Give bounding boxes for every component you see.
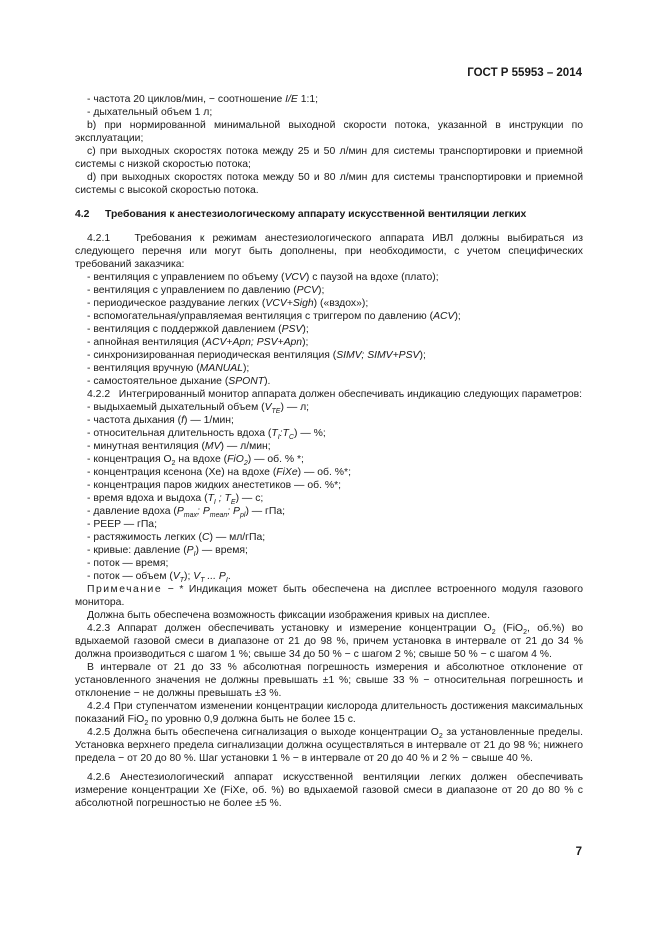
list-item: - концентрация $О_2$ на вдохе (FiO$_2$) — об. % *; <box>87 454 304 468</box>
note-label: Примечание <box>87 584 163 595</box>
list-item: - PEEP — гПа; <box>87 519 157 530</box>
paragraph-4-2-3: 4.2.3 Аппарат должен обеспечивать установку и измерение концентрации $O_2$ (FiO$_2$, об.%) во вдыхаемой газовой смеси в диапазоне от 21 до 98 %, причем установка в интервале от 21 до 34 % должна производиться с шагом 1 %; свыше 34 до 50 % − с шагом 2 %; свыше 50 % − с шагом 4 %. <box>75 623 583 660</box>
note: Примечание − * Индикация может быть обеспечена на дисплее встроенного модуля газового монитора. <box>75 584 583 608</box>
paragraph-4-2-6: 4.2.6 Анестезиологический аппарат искусственной вентиляции легких должен обеспечивать измерение концентрации Хе (FiXe, об. %) во вдыхаемой газовой смеси в диапазоне от 20 до 80 % с абсолютной погрешностью не более ±5 %. <box>75 772 583 809</box>
list-item: - относительная длительность вдоха $(T_I:T_C)$ — %; <box>87 428 326 442</box>
list-item: - минутная вентиляция (MV) — л/мин; <box>87 441 271 452</box>
list-item: - поток — объем $(V_T)$; $V_T$ ... $P_I$. <box>87 571 231 585</box>
list-item: - синхронизированная периодическая вентиляция (SIMV; SIMV+PSV); <box>87 350 426 361</box>
list-item: - частота 20 циклов/мин, − соотношение I/E 1:1; <box>87 94 319 105</box>
paragraph: b) при нормированной минимальной выходной скорости потока, указанной в инструкции по эксплуатации; <box>75 120 583 144</box>
list-item: - вентиляция с управлением по объему (VCV) с паузой на вдохе (плато); <box>87 272 439 283</box>
list-item: - частота дыхания (f) — 1/мин; <box>87 415 234 426</box>
list-item: - растяжимость легких (C) — мл/гПа; <box>87 532 266 543</box>
list-item: - вентиляция с поддержкой давлением (PSV); <box>87 324 309 335</box>
paragraph: Должна быть обеспечена возможность фиксации изображения кривых на дисплее. <box>87 610 490 621</box>
list-item: - время вдоха и выдоха ($T_I$ ; $T_E$) — с; <box>87 493 264 507</box>
list-item: - выдыхаемый дыхательный объем $(V_{TE})$ — л; <box>87 402 310 416</box>
paragraph-4-2-2: 4.2.2 Интегрированный монитор аппарата должен обеспечивать индикацию следующих параметров: <box>87 389 583 400</box>
list-item: - вспомогательная/управляемая вентиляция с триггером по давлению (ACV); <box>87 311 461 322</box>
list-item: - самостоятельное дыхание (SPONT). <box>87 376 271 387</box>
page-content <box>75 93 583 810</box>
paragraph: В интервале от 21 до 33 % абсолютная погрешность измерения и абсолютное отклонение от установленного значения не должны превышать ±1 %; свыше 33 % − относительная погрешность и отклонение − не должны превышать ±3 %. <box>75 662 583 699</box>
list-item: - дыхательный объем 1 л; <box>87 107 213 118</box>
section-title: Требования к анестезиологическому аппарату искусственной вентиляции легких <box>105 209 527 220</box>
paragraph-4-2-5: 4.2.5 Должна быть обеспечена сигнализация о выходе концентрации $O_2$ за установленные пределы. Установка верхнего предела сигнализации должна осуществляться в интервале от 21 до 98 %; нижнего предела − от 20 до 80 %. Шаг установки 1 % − в интервале от 20 до 40 % и 2 % − свыше 40 %. <box>75 727 583 764</box>
list-item: - давление вдоха ($P_{max}$; $P_{mean}$; $P_{pl}$) — гПа; <box>87 506 285 520</box>
list-item: - вентиляция с управлением по давлению (PCV); <box>87 285 325 296</box>
list-item: - апнойная вентиляция (ACV+Apn; PSV+Apn); <box>87 337 309 348</box>
section-number: 4.2 <box>75 209 90 220</box>
paragraph: d) при выходных скоростях потока между 50 и 80 л/мин для системы транспортировки и приемной системы с высокой скоростью потока. <box>75 172 583 196</box>
list-item: - кривые: давление $(P_I)$ — время; <box>87 545 248 559</box>
list-item: - периодическое раздувание легких (VCV+Sigh) («вздох»); <box>87 298 369 309</box>
list-item: - поток — время; <box>87 558 169 569</box>
list-item: - вентиляция вручную (MANUAL); <box>87 363 250 374</box>
section-heading <box>75 208 583 221</box>
list-item: - концентрация ксенона (Хе) на вдохе (FiXe) — об. %*; <box>87 467 351 478</box>
page-number: 7 <box>575 846 582 858</box>
paragraph-4-2-1: 4.2.1 Требования к режимам анестезиологического аппарата ИВЛ должны выбираться из следующего перечня или могут быть дополнены, при необходимости, с учетом специфических требований заказчика: <box>75 233 583 270</box>
paragraph: с) при выходных скоростях потока между 25 и 50 л/мин для системы транспортировки и приемной системы с низкой скоростью потока; <box>75 146 583 170</box>
document-id-header: ГОСТ Р 55953 – 2014 <box>467 67 582 79</box>
paragraph-4-2-4: 4.2.4 При ступенчатом изменении концентрации кислорода длительность достижения максимальных показаний FiO$_2$ по уровню 0,9 должна быть не более 15 с. <box>75 701 583 728</box>
list-item: - концентрация паров жидких анестетиков — об. %*; <box>87 480 342 491</box>
